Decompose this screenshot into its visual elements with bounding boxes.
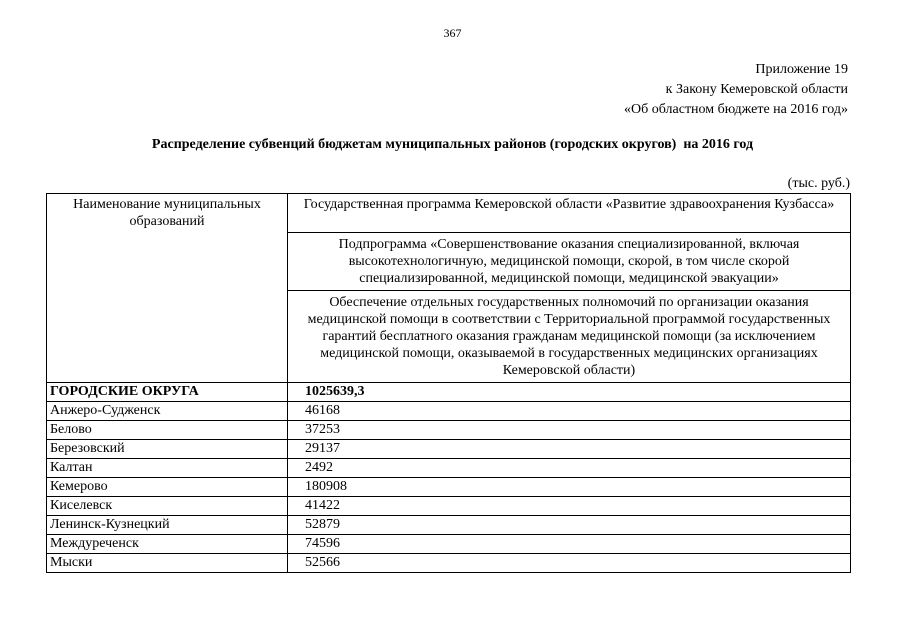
- subvention-value: 29137: [288, 440, 851, 459]
- subvention-value: 52879: [288, 516, 851, 535]
- table-row: [47, 421, 851, 440]
- municipality-name: Анжеро-Судженск: [47, 402, 288, 421]
- appendix-note: [624, 60, 848, 120]
- total-row: [47, 383, 851, 402]
- subvention-value: 46168: [288, 402, 851, 421]
- table-row: [47, 554, 851, 573]
- table-row: [47, 440, 851, 459]
- municipality-name: Белово: [47, 421, 288, 440]
- appendix-line-1: Приложение 19: [755, 62, 848, 77]
- table-row: [47, 516, 851, 535]
- subvention-value: 2492: [288, 459, 851, 478]
- subventions-table: [46, 193, 851, 573]
- municipality-name: Междуреченск: [47, 535, 288, 554]
- municipality-name: Ленинск-Кузнецкий: [47, 516, 288, 535]
- header-row-program: [47, 194, 851, 233]
- municipality-name: Мыски: [47, 554, 288, 573]
- subvention-value: 52566: [288, 554, 851, 573]
- total-value: 1025639,3: [288, 383, 851, 402]
- header-measure: Обеспечение отдельных государственных полномочий по организации оказания медицинской помощи в соответствии с Территориальной программой государственных гарантий бесплатного оказания гражданам медицинской помощи (за исключением медицинской помощи, оказываемой в государственных медицинских организациях Кемеровской области): [288, 291, 851, 383]
- subvention-value: 41422: [288, 497, 851, 516]
- document-title: Распределение субвенций бюджетам муниципальных районов (городских округов) на 2016 год: [151, 137, 754, 152]
- appendix-line-3: «Об областном бюджете на 2016 год»: [624, 102, 848, 117]
- header-municipality-name: Наименование муниципальных образований: [47, 194, 288, 383]
- page-number: 367: [443, 26, 462, 40]
- header-state-program: Государственная программа Кемеровской области «Развитие здравоохранения Кузбасса»: [288, 194, 851, 233]
- subvention-value: 180908: [288, 478, 851, 497]
- header-subprogram: Подпрограмма «Совершенствование оказания специализированной, включая высокотехнологичную, медицинской помощи, скорой, в том числе скорой специализированной, медицинской помощи, медицинской эвакуации»: [288, 233, 851, 291]
- municipality-name: Кемерово: [47, 478, 288, 497]
- subvention-value: 74596: [288, 535, 851, 554]
- table-row: [47, 535, 851, 554]
- municipality-name: Калтан: [47, 459, 288, 478]
- municipality-name: Березовский: [47, 440, 288, 459]
- table-row: [47, 497, 851, 516]
- municipality-name: Киселевск: [47, 497, 288, 516]
- subvention-value: 37253: [288, 421, 851, 440]
- total-name: ГОРОДСКИЕ ОКРУГА: [47, 383, 288, 402]
- table-row: [47, 402, 851, 421]
- units-label: (тыс. руб.): [787, 176, 850, 191]
- appendix-line-2: к Закону Кемеровской области: [665, 82, 848, 97]
- table-row: [47, 459, 851, 478]
- table-row: [47, 478, 851, 497]
